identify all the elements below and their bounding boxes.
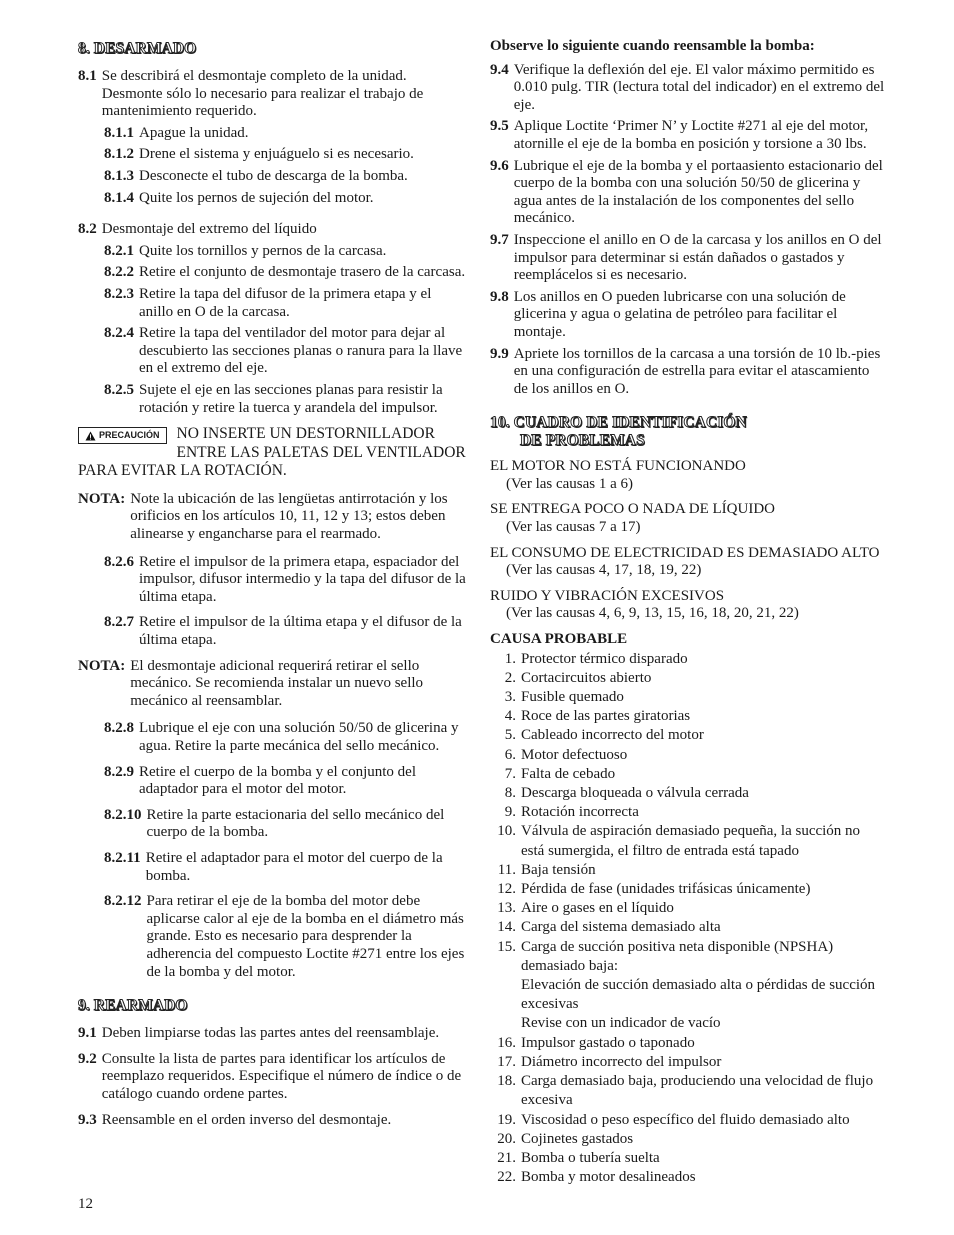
item-number: 8.2.11 bbox=[104, 849, 141, 866]
cause-item bbox=[490, 803, 885, 822]
item-text: Lubrique el eje con una solución 50/50 de glicerina y agua. Retire la parte mecánica del sello mecánico. bbox=[139, 720, 459, 754]
item-8-2-8 bbox=[104, 720, 466, 755]
cause-item bbox=[490, 822, 885, 860]
cause-number: 13. bbox=[497, 900, 516, 917]
item-number: 8.1.4 bbox=[104, 189, 134, 206]
cause-number: 12. bbox=[497, 881, 516, 898]
section-9-title: 9. REARMADO bbox=[78, 997, 188, 1015]
cause-text: Carga de succión positiva neta disponible (NPSHA) demasiado baja: bbox=[521, 938, 834, 974]
cause-number: 5. bbox=[504, 727, 516, 744]
item-number: 8.2.7 bbox=[104, 614, 134, 631]
cause-body bbox=[521, 688, 885, 707]
item-text: Los anillos en O pueden lubricarse con una solución de glicerina y agua o gelatina de petróleo para facilitar el montaje. bbox=[513, 288, 846, 340]
cause-item bbox=[490, 938, 885, 1034]
cause-text: Bomba y motor desalineados bbox=[521, 1169, 696, 1186]
warning-triangle-icon bbox=[85, 431, 96, 441]
cause-number: 10. bbox=[497, 823, 516, 840]
item-text: Retire el adaptador para el motor del cuerpo de la bomba. bbox=[145, 849, 443, 884]
cause-subtext: Revise con un indicador de vacío bbox=[521, 1015, 721, 1032]
item-number: 9.5 bbox=[490, 118, 509, 135]
item-8-2-4 bbox=[104, 325, 466, 378]
cause-body bbox=[521, 803, 885, 822]
cause-item bbox=[490, 765, 885, 784]
item-8-2-5 bbox=[104, 382, 466, 417]
item-number: 9.3 bbox=[78, 1111, 97, 1128]
problem-list bbox=[490, 458, 885, 623]
item-text: Quite los tornillos y pernos de la carcasa. bbox=[139, 242, 387, 259]
cause-text: Impulsor gastado o taponado bbox=[521, 1034, 695, 1051]
item-text: Reensamble en el orden inverso del desmontaje. bbox=[101, 1111, 392, 1128]
cause-subtext: Elevación de succión demasiado alta o pérdidas de succión excesivas bbox=[521, 977, 876, 1013]
cause-number: 14. bbox=[497, 919, 516, 936]
problem-causes-ref: (Ver las causas 1 a 6) bbox=[506, 475, 634, 492]
cause-item bbox=[490, 1072, 885, 1110]
cause-number: 21. bbox=[497, 1149, 516, 1166]
caution-badge bbox=[78, 427, 167, 444]
item-text: Retire el conjunto de desmontaje trasero de la carcasa. bbox=[139, 264, 466, 281]
cause-text: Diámetro incorrecto del impulsor bbox=[521, 1053, 722, 1070]
cause-body bbox=[521, 650, 885, 669]
page-number: 12 bbox=[78, 1196, 93, 1212]
item-number: 8.2.8 bbox=[104, 720, 134, 737]
cause-text: Carga del sistema demasiado alta bbox=[521, 919, 721, 936]
cause-body bbox=[521, 1053, 885, 1072]
item-number: 8.2.12 bbox=[104, 893, 142, 910]
item-text: Retire el impulsor de la última etapa y el difusor de la última etapa. bbox=[139, 614, 462, 649]
item-number: 8.2 bbox=[78, 221, 97, 238]
caution-block bbox=[78, 425, 466, 481]
problem-item bbox=[490, 458, 885, 493]
item-number: 9.8 bbox=[490, 288, 509, 305]
problem-causes-ref: (Ver las causas 7 a 17) bbox=[506, 519, 641, 536]
cause-body bbox=[521, 1168, 885, 1187]
item-8-2-1 bbox=[104, 243, 466, 261]
item-9-7 bbox=[490, 232, 885, 285]
item-number: 9.7 bbox=[490, 231, 509, 248]
cause-text: Cableado incorrecto del motor bbox=[521, 727, 704, 744]
item-text: Apague la unidad. bbox=[139, 124, 249, 141]
problem-causes-ref: (Ver las causas 4, 6, 9, 13, 15, 16, 18, 20, 21, 22) bbox=[506, 605, 799, 622]
left-column bbox=[78, 38, 466, 1133]
item-text: Desmontaje del extremo del líquido bbox=[101, 221, 317, 238]
item-text: Para retirar el eje de la bomba del motor debe aplicarse calor al eje de la bomba en el diámetro más grande. Esto es necesario para desprender la adherencia del compuesto Loctite #271 entre los ejes de la bomba y del motor. bbox=[146, 893, 465, 980]
cause-body bbox=[521, 861, 885, 880]
cause-number: 1. bbox=[504, 650, 516, 667]
problem-causes-ref: (Ver las causas 4, 17, 18, 19, 22) bbox=[506, 562, 702, 579]
cause-body bbox=[521, 707, 885, 726]
item-number: 8.2.5 bbox=[104, 381, 134, 398]
cause-text: Fusible quemado bbox=[521, 689, 624, 706]
item-8-1-1 bbox=[104, 125, 466, 143]
cause-number: 8. bbox=[504, 785, 516, 802]
problem-item bbox=[490, 545, 885, 580]
note-text: Note la ubicación de las lengüetas antirrotación y los orificios en los artículos 10, 11, 12 y 13; estos deben alinearse y engancharse para el rearmado. bbox=[130, 490, 448, 543]
cause-number: 2. bbox=[504, 669, 516, 686]
item-8-2-2 bbox=[104, 264, 466, 282]
cause-text: Motor defectuoso bbox=[521, 746, 628, 763]
item-text: Retire el impulsor de la primera etapa, espaciador del impulsor, difusor intermedio y la tapa del difusor de la última etapa. bbox=[139, 553, 466, 605]
cause-body bbox=[521, 765, 885, 784]
item-text: Sujete el eje en las secciones planas para resistir la rotación y retire la tuerca y arandela del impulsor. bbox=[139, 381, 443, 416]
cause-list bbox=[490, 650, 885, 1188]
item-text: Aplique Loctite ‘Primer N’ y Loctite #271 al eje del motor, atornille el eje de la bomba en posición y torsione a 30 lbs. bbox=[513, 118, 869, 152]
cause-item bbox=[490, 1130, 885, 1149]
item-9-1 bbox=[78, 1025, 466, 1043]
item-number: 8.2.6 bbox=[104, 553, 134, 570]
item-text: Apriete los tornillos de la carcasa a una torsión de 10 lb.-pies en una configuración de estrella para evitar el atascamiento de los anillos en O. bbox=[513, 345, 881, 397]
item-9-9 bbox=[490, 346, 885, 399]
cause-body bbox=[521, 1034, 885, 1053]
cause-body bbox=[521, 1130, 885, 1149]
problem-title: RUIDO Y VIBRACIÓN EXCESIVOS bbox=[490, 587, 725, 604]
problem-title: SE ENTREGA POCO O NADA DE LÍQUIDO bbox=[490, 501, 775, 518]
cause-text: Protector térmico disparado bbox=[521, 650, 688, 667]
cause-text: Viscosidad o peso específico del fluido demasiado alto bbox=[521, 1111, 850, 1128]
cause-number: 6. bbox=[504, 746, 516, 763]
cause-number: 16. bbox=[497, 1034, 516, 1051]
item-8-2-9 bbox=[104, 764, 466, 799]
item-number: 9.9 bbox=[490, 345, 509, 362]
problem-item bbox=[490, 588, 885, 623]
reassembly-observe-heading: Observe lo siguiente cuando reensamble la bomba: bbox=[490, 38, 815, 54]
cause-number: 18. bbox=[497, 1073, 516, 1090]
item-8-1-3 bbox=[104, 168, 466, 186]
cause-text: Cortacircuitos abierto bbox=[521, 669, 652, 686]
section-10-title-line-1: 10. CUADRO DE IDENTIFICACIÓN bbox=[490, 414, 747, 432]
item-8-2-11 bbox=[104, 850, 466, 885]
section-10-title-line-2: DE PROBLEMAS bbox=[520, 432, 645, 450]
item-number: 8.2.10 bbox=[104, 806, 142, 823]
cause-item bbox=[490, 784, 885, 803]
item-text: Retire la parte estacionaria del sello mecánico del cuerpo de la bomba. bbox=[146, 806, 445, 841]
cause-item bbox=[490, 669, 885, 688]
item-text: Retire el cuerpo de la bomba y el conjunto del adaptador para el motor del motor. bbox=[139, 763, 416, 798]
cause-item bbox=[490, 1053, 885, 1072]
item-number: 9.2 bbox=[78, 1050, 97, 1067]
item-8-1-4 bbox=[104, 190, 466, 208]
cause-item bbox=[490, 1111, 885, 1130]
caution-text: NO INSERTE UN DESTORNILLADOR ENTRE LAS PALETAS DEL VENTILADOR PARA EVITAR LA ROTACIÓN. bbox=[78, 425, 466, 480]
cause-text: Cojinetes gastados bbox=[521, 1130, 634, 1147]
item-8-2-6 bbox=[104, 554, 466, 607]
caution-label: PRECAUCIÓN bbox=[99, 429, 160, 440]
item-number: 8.1.1 bbox=[104, 124, 134, 141]
cause-text: Pérdida de fase (unidades trifásicas únicamente) bbox=[521, 881, 811, 898]
item-text: Lubrique el eje de la bomba y el portaasiento estacionario del cuerpo de la bomba con una solución 50/50 de glicerina y agua antes de la instalación de los componentes del sello mecánico. bbox=[513, 157, 883, 227]
cause-body bbox=[521, 784, 885, 803]
cause-body bbox=[521, 899, 885, 918]
cause-item bbox=[490, 1149, 885, 1168]
note-text: El desmontaje adicional requerirá retirar el sello mecánico. Se recomienda instalar un nuevo sello mecánico al reensamblar. bbox=[130, 657, 424, 709]
cause-text: Bomba o tubería suelta bbox=[521, 1149, 660, 1166]
item-9-6 bbox=[490, 158, 885, 228]
cause-number: 11. bbox=[497, 861, 516, 878]
item-8-2 bbox=[78, 221, 466, 239]
cause-item bbox=[490, 1168, 885, 1187]
section-8-title: 8. DESARMADO bbox=[78, 40, 197, 57]
item-text: Deben limpiarse todas las partes antes del reensamblaje. bbox=[101, 1025, 440, 1042]
cause-number: 15. bbox=[497, 938, 516, 955]
item-number: 9.6 bbox=[490, 157, 509, 174]
item-number: 8.2.4 bbox=[104, 325, 134, 342]
cause-item bbox=[490, 688, 885, 707]
cause-item bbox=[490, 746, 885, 765]
cause-body bbox=[521, 822, 885, 860]
cause-number: 9. bbox=[504, 804, 516, 821]
item-8-2-10 bbox=[104, 807, 466, 842]
item-9-3 bbox=[78, 1112, 466, 1130]
cause-body bbox=[521, 726, 885, 745]
item-number: 8.2.3 bbox=[104, 285, 134, 302]
item-8-1-2 bbox=[104, 146, 466, 164]
cause-text: Rotación incorrecta bbox=[521, 804, 639, 821]
item-number: 8.1.3 bbox=[104, 167, 134, 184]
cause-item bbox=[490, 707, 885, 726]
cause-text: Baja tensión bbox=[521, 861, 596, 878]
cause-number: 17. bbox=[497, 1053, 516, 1070]
item-text: Drene el sistema y enjuáguelo si es necesario. bbox=[139, 146, 414, 163]
item-number: 8.2.2 bbox=[104, 264, 134, 281]
note-1 bbox=[78, 491, 466, 544]
right-column bbox=[490, 38, 885, 1187]
cause-item bbox=[490, 861, 885, 880]
item-8-2-12 bbox=[104, 893, 466, 981]
cause-number: 20. bbox=[497, 1130, 516, 1147]
cause-body bbox=[521, 1111, 885, 1130]
item-number: 8.1.2 bbox=[104, 146, 134, 163]
item-text: Se describirá el desmontaje completo de la unidad. Desmonte sólo lo necesario para realizar el trabajo de mantenimiento requerido. bbox=[101, 68, 424, 120]
note-label: NOTA: bbox=[78, 657, 126, 674]
item-text: Inspeccione el anillo en O de la carcasa y los anillos en O del impulsor para determinar si están dañados o gastados y reemplácelos si es necesario. bbox=[513, 231, 882, 284]
note-label: NOTA: bbox=[78, 490, 126, 507]
item-8-2-3 bbox=[104, 286, 466, 321]
item-text: Retire la tapa del difusor de la primera etapa y el anillo en O de la carcasa. bbox=[139, 285, 432, 320]
note-2 bbox=[78, 658, 466, 711]
cause-body bbox=[521, 746, 885, 765]
cause-item bbox=[490, 918, 885, 937]
problem-item bbox=[490, 501, 885, 536]
cause-number: 19. bbox=[497, 1111, 516, 1128]
problem-title: EL CONSUMO DE ELECTRICIDAD ES DEMASIADO ALTO bbox=[490, 544, 880, 561]
problem-title: EL MOTOR NO ESTÁ FUNCIONANDO bbox=[490, 458, 746, 475]
cause-text: Aire o gases en el líquido bbox=[521, 900, 674, 917]
cause-item bbox=[490, 899, 885, 918]
causa-probable-heading: CAUSA PROBABLE bbox=[490, 631, 628, 648]
cause-body bbox=[521, 1072, 885, 1110]
cause-text: Válvula de aspiración demasiado pequeña, la succión no está sumergida, el filtro de entrada está tapado bbox=[521, 823, 861, 859]
item-text: Consulte la lista de partes para identificar los artículos de reemplazo requeridos. Especifique el número de índice o de catálogo cuando ordene partes. bbox=[101, 1050, 462, 1102]
item-8-1 bbox=[78, 68, 466, 121]
item-9-8 bbox=[490, 289, 885, 342]
cause-number: 22. bbox=[497, 1169, 516, 1186]
item-text: Retire la tapa del ventilador del motor para dejar al descubierto las secciones planas o ranura para la llave en el extremo del eje. bbox=[139, 325, 463, 377]
cause-text: Carga demasiado baja, produciendo una velocidad de flujo excesiva bbox=[521, 1073, 874, 1109]
cause-item bbox=[490, 650, 885, 669]
item-number: 8.1 bbox=[78, 68, 97, 84]
cause-text: Falta de cebado bbox=[521, 765, 616, 782]
item-text: Desconecte el tubo de descarga de la bomba. bbox=[139, 167, 408, 184]
item-text: Quite los pernos de sujeción del motor. bbox=[139, 189, 374, 206]
item-9-5 bbox=[490, 118, 885, 153]
cause-item bbox=[490, 726, 885, 745]
cause-number: 4. bbox=[504, 708, 516, 725]
cause-body bbox=[521, 938, 885, 1034]
cause-body bbox=[521, 880, 885, 899]
cause-number: 7. bbox=[504, 765, 516, 782]
item-text: Verifique la deflexión del eje. El valor máximo permitido es 0.010 pulg. TIR (lectura total del indicador) en el extremo del eje. bbox=[513, 61, 885, 113]
item-number: 9.4 bbox=[490, 61, 509, 78]
cause-text: Roce de las partes giratorias bbox=[521, 708, 691, 725]
cause-text: Descarga bloqueada o válvula cerrada bbox=[521, 785, 749, 802]
cause-body bbox=[521, 1149, 885, 1168]
item-8-2-7 bbox=[104, 614, 466, 649]
cause-number: 3. bbox=[504, 689, 516, 706]
cause-item bbox=[490, 880, 885, 899]
item-number: 8.2.9 bbox=[104, 763, 134, 780]
item-number: 8.2.1 bbox=[104, 242, 134, 259]
item-9-2 bbox=[78, 1051, 466, 1104]
item-9-4 bbox=[490, 62, 885, 115]
item-number: 9.1 bbox=[78, 1025, 97, 1042]
section-10-title bbox=[490, 414, 885, 450]
cause-body bbox=[521, 669, 885, 688]
cause-body bbox=[521, 918, 885, 937]
cause-item bbox=[490, 1034, 885, 1053]
